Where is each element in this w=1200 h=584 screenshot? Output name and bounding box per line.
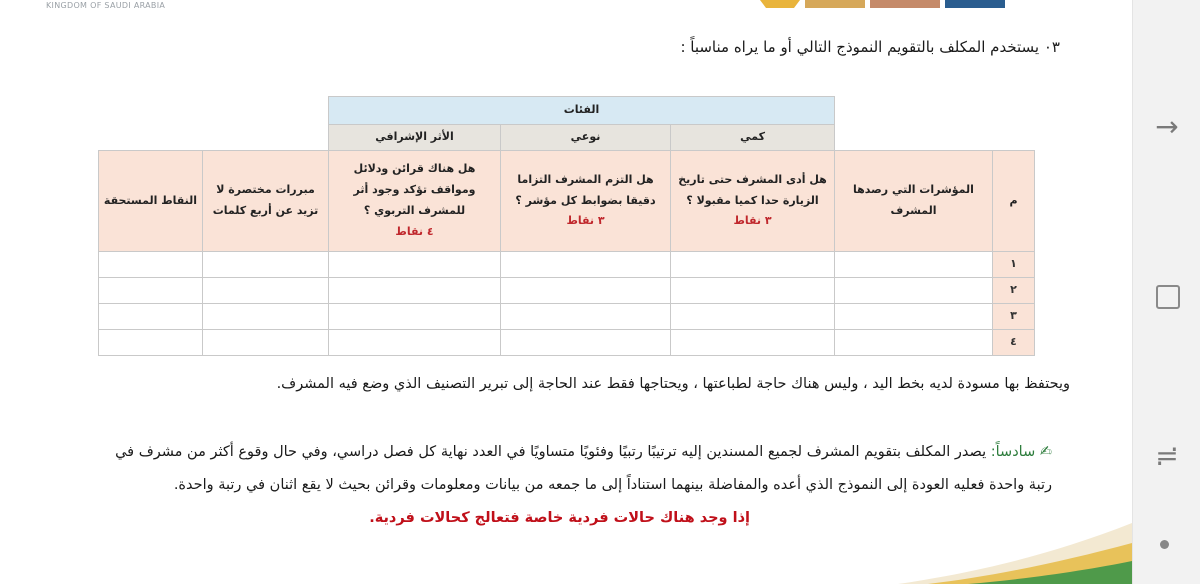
row-number: ١ — [993, 252, 1035, 278]
table-cell — [501, 304, 671, 330]
square-icon[interactable] — [1156, 285, 1180, 309]
indicator-dot-icon — [1160, 540, 1169, 549]
table-cell — [203, 330, 329, 356]
table-cell — [501, 252, 671, 278]
row-number: ٤ — [993, 330, 1035, 356]
table-row — [99, 278, 1035, 304]
table-cell — [671, 330, 835, 356]
arrow-back-icon[interactable]: → — [1155, 110, 1179, 143]
row-number: ٢ — [993, 278, 1035, 304]
table-cell — [329, 304, 501, 330]
sixth-label: ✍ سادساً: — [990, 444, 1052, 460]
categories-header: الفئات — [329, 97, 835, 125]
table-cell — [835, 304, 993, 330]
table-cell — [671, 252, 835, 278]
table-cell — [99, 330, 203, 356]
table-cell — [835, 252, 993, 278]
row-number: ٣ — [993, 304, 1035, 330]
table-cell — [99, 278, 203, 304]
subcategory-qualitative: نوعي — [501, 125, 671, 151]
paragraph-ranking: رتبة واحدة فعليه العودة إلى النموذج الذي أعده والمفاضلة بينهما استناداً إلى ما جمعه من بيانات ومعلومات وقرائن بحيث لا يقع اثنان في رتبة واحدة. — [173, 477, 1052, 493]
table-cell — [835, 278, 993, 304]
org-logo-text: KINGDOM OF SAUDI ARABIA — [46, 1, 166, 10]
table-cell — [501, 278, 671, 304]
impact-question: هل هناك قرائن ودلائل ومواقف تؤكد وجود أثر للمشرف التربوي ؟ — [353, 162, 476, 217]
quantitative-question: هل أدى المشرف حتى تاريخ الزيارة حدا كميا مقبولا ؟ — [678, 172, 827, 207]
corner-decoration — [898, 515, 1132, 584]
subcategory-quantitative: كمي — [671, 125, 835, 151]
table-cell — [203, 304, 329, 330]
top-decoration — [760, 0, 1010, 8]
table-cell — [329, 252, 501, 278]
col-header-justification: مبررات مختصرة لا تزيد عن أربع كلمات — [203, 151, 329, 252]
table-cell — [329, 330, 501, 356]
recents-lines-icon[interactable]: ≓ — [1155, 439, 1179, 472]
subcategory-impact: الأثر الإشرافي — [329, 125, 501, 151]
col-header-quantitative — [671, 151, 835, 252]
impact-points: ٤ نقاط — [395, 224, 434, 238]
paragraph-sixth — [115, 444, 1052, 460]
table-cell — [99, 252, 203, 278]
table-cell — [671, 304, 835, 330]
col-header-number: م — [993, 151, 1035, 252]
col-header-qualitative — [501, 151, 671, 252]
table-cell — [99, 304, 203, 330]
col-header-impact — [329, 151, 501, 252]
table-row — [99, 304, 1035, 330]
col-header-indicators: المؤشرات التي رصدها المشرف — [835, 151, 993, 252]
paragraph-sixth-text: يصدر المكلف بتقويم المشرف لجميع المسندين إليه ترتيبًا رتبيًا وفئويًا متساويًا في العدد نهاية كل فصل دراسي، وفي حال وقوع أكثر من مشرف في — [115, 444, 991, 460]
table-cell — [671, 278, 835, 304]
qualitative-question: هل التزم المشرف التزاما دقيقا بضوابط كل مؤشر ؟ — [515, 172, 656, 207]
android-nav-bar — [1132, 0, 1200, 584]
table-cell — [203, 252, 329, 278]
section-heading: ٠٣ يستخدم المكلف بالتقويم النموذج التالي أو ما يراه مناسباً : — [680, 38, 1060, 56]
qualitative-points: ٣ نقاط — [566, 214, 605, 228]
evaluation-table — [98, 96, 1035, 356]
table-cell — [203, 278, 329, 304]
table-row — [99, 330, 1035, 356]
table-cell — [501, 330, 671, 356]
paragraph-draft-note: ويحتفظ بها مسودة لديه بخط اليد ، وليس هناك حاجة لطباعتها ، ويحتاجها فقط عند الحاجة إلى تبرير التصنيف الذي وضع فيه المشرف. — [276, 376, 1070, 392]
table-row — [99, 252, 1035, 278]
quantitative-points: ٣ نقاط — [733, 214, 772, 228]
col-header-earned-points: النقاط المستحقة — [99, 151, 203, 252]
paragraph-special-cases: إذا وجد هناك حالات فردية خاصة فتعالج كحالات فردية. — [369, 510, 750, 526]
table-cell — [329, 278, 501, 304]
table-cell — [835, 330, 993, 356]
